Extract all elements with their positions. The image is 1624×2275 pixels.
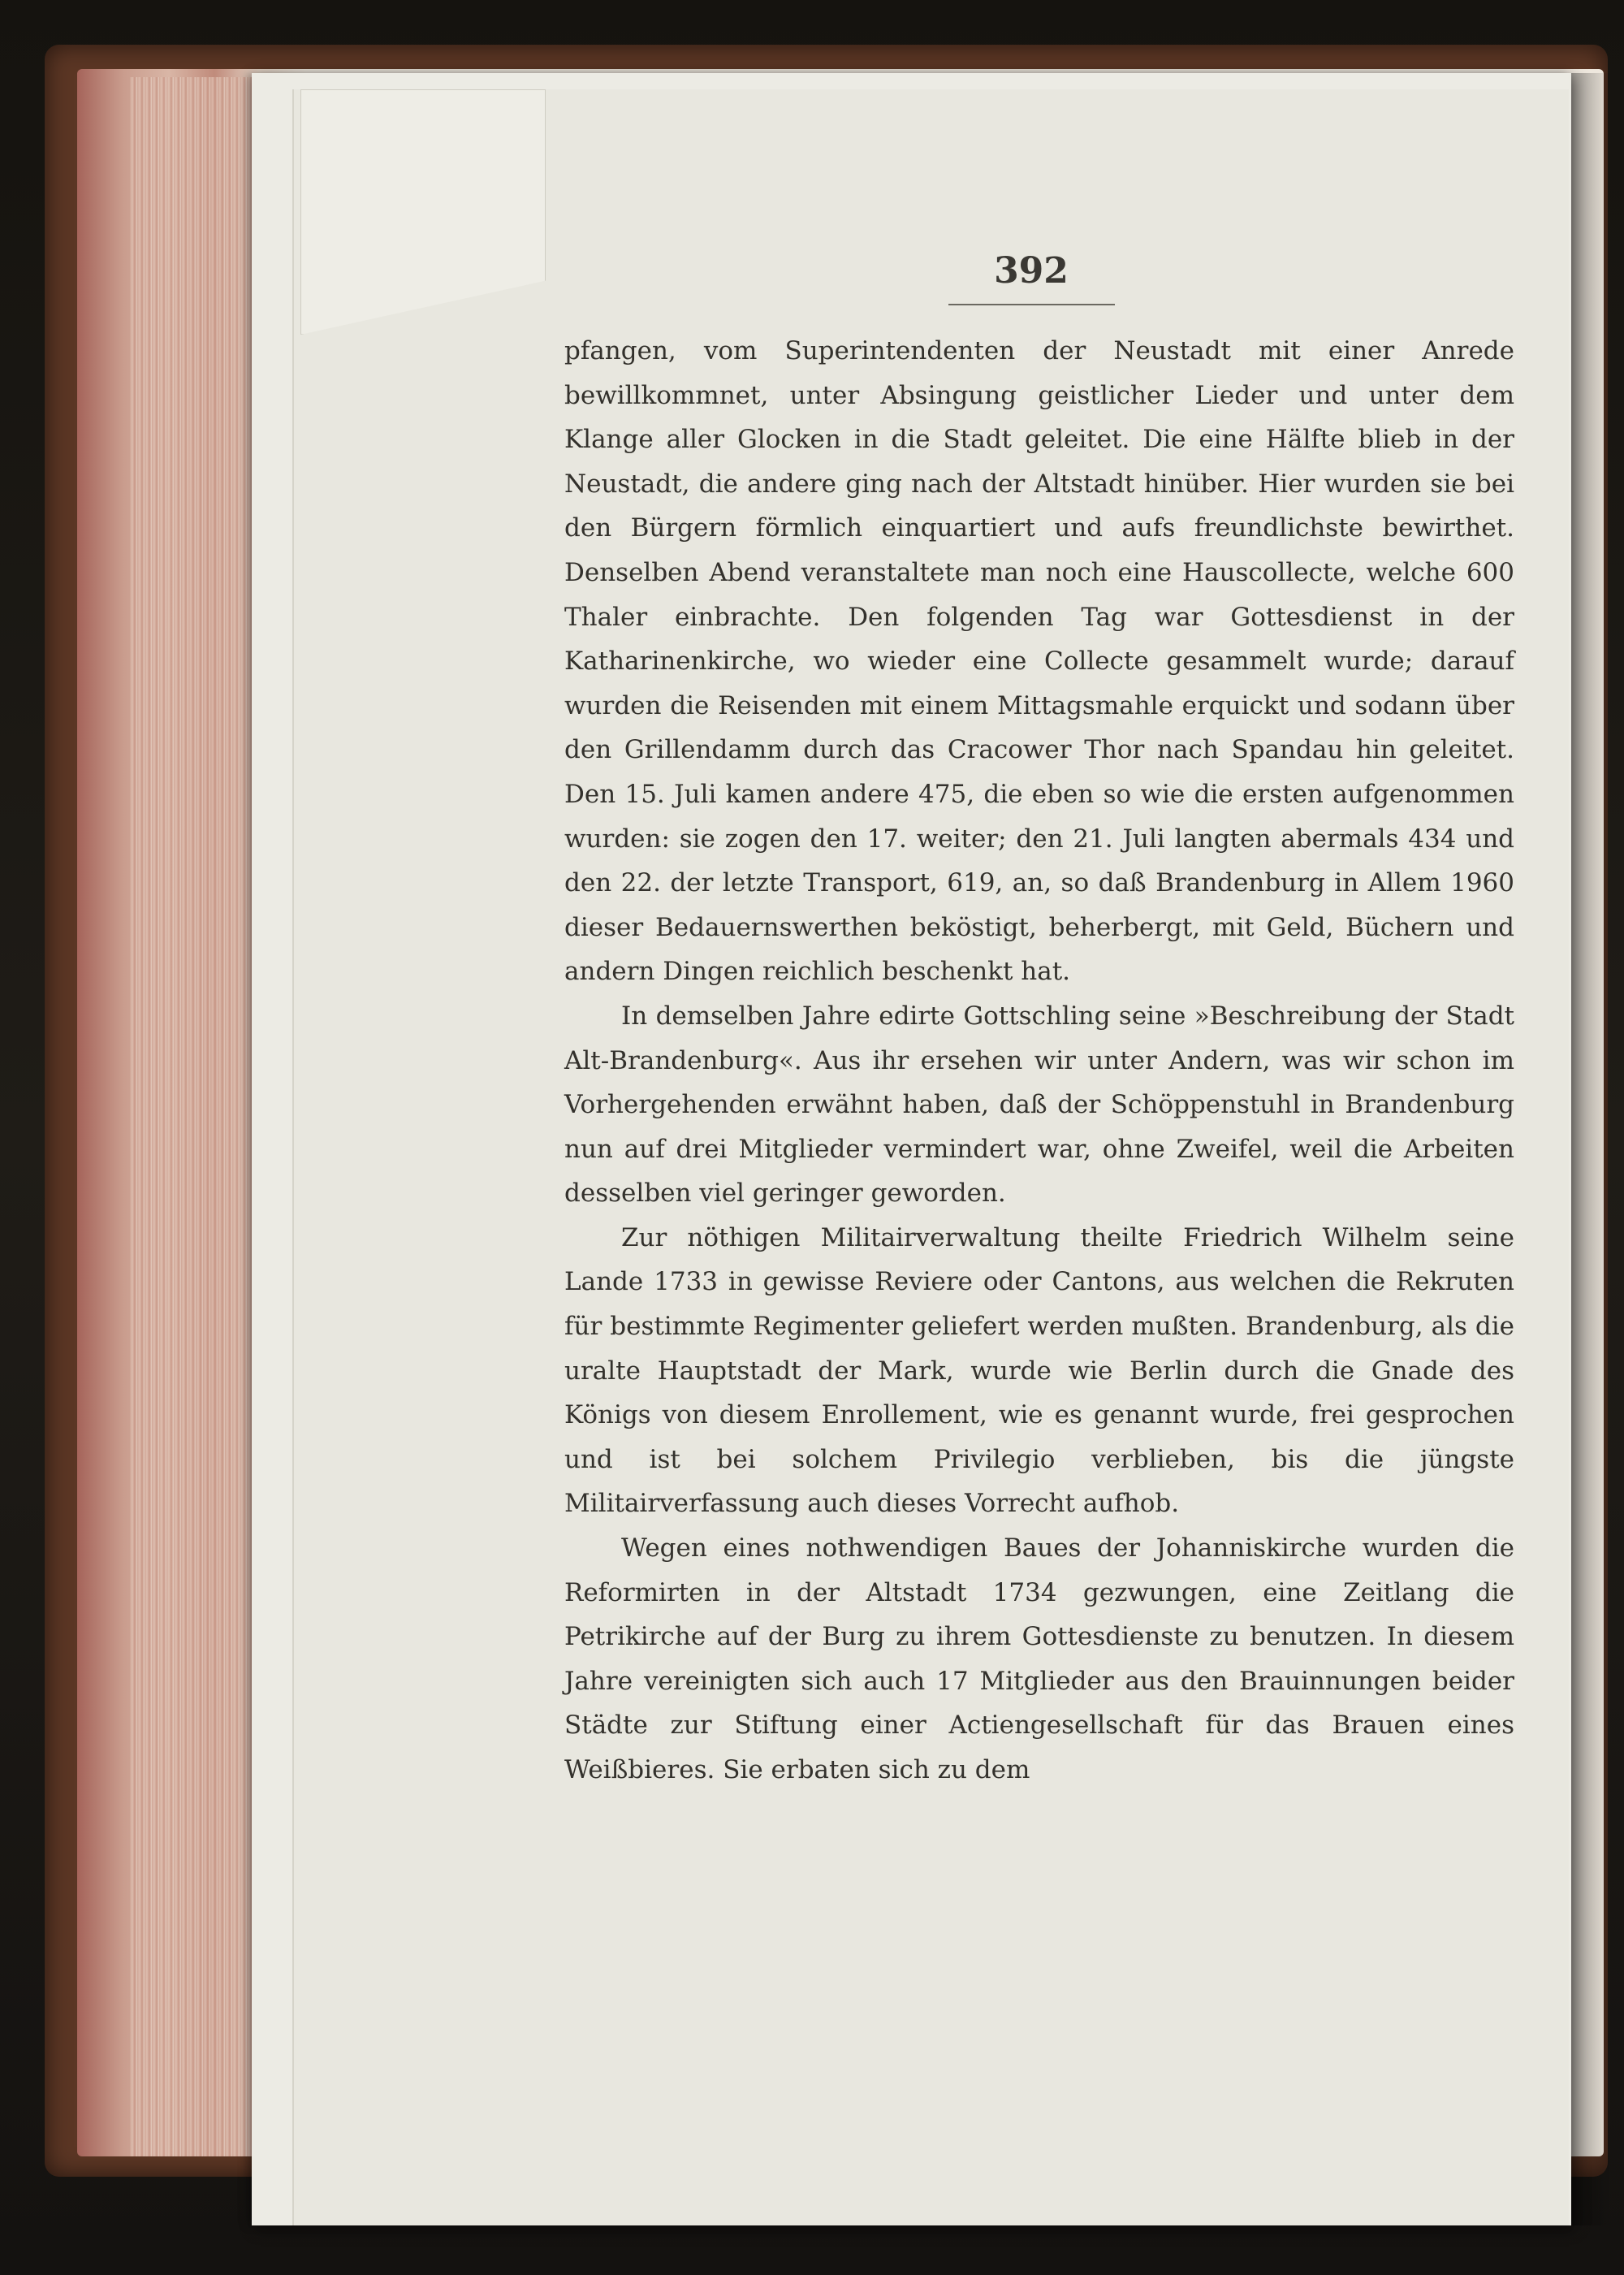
body-text: [564, 329, 1514, 1793]
page-number: 392: [994, 250, 1069, 292]
page-number-rule: [948, 304, 1115, 305]
paragraph-4: Wegen eines nothwendigen Baues der Johanniskirche wurden die Reformirten in der Altstadt 1734 gezwungen, eine Zeitlang die Petrikirche auf der Burg zu ihrem Gottesdienste zu benutzen. In diesem Jahre vereinigten sich auch 17 Mitglieder aus den Brauinnungen beider Städte zur Stiftung einer Actiengesellschaft für das Brauen eines Weißbieres. Sie erbaten sich zu dem: [564, 1533, 1514, 1784]
page-shadow: [1571, 73, 1612, 2225]
paragraph-2: In demselben Jahre edirte Gottschling seine »Beschreibung der Stadt Alt-Brandenburg«. Aus ihr ersehen wir unter Andern, was wir schon im Vorhergehenden erwähnt haben, daß der Schöppenstuhl in Brandenburg nun auf drei Mitglieder vermindert war, ohne Zweifel, weil die Arbeiten desselben viel geringer geworden.: [564, 1001, 1514, 1209]
page-edges: [130, 77, 272, 2156]
paragraph-1: pfangen, vom Superintendenten der Neustadt mit einer Anrede bewillkommnet, unter Absingung geistlicher Lieder und unter dem Klange aller Glocken in die Stadt geleitet. Die eine Hälfte blieb in der Neustadt, die andere ging nach der Altstadt hinüber. Hier wurden sie bei den Bürgern förmlich einquartiert und aufs freundlichste bewirthet. Denselben Abend veranstaltete man noch eine Hauscollecte, welche 600 Thaler einbrachte. Den folgenden Tag war Gottesdienst in der Katharinenkirche, wo wieder eine Collecte gesammelt wurde; darauf wurden die Reisenden mit einem Mittagsmahle erquickt und sodann über den Grillendamm durch das Cracower Thor nach Spandau hin geleitet. Den 15. Juli kamen andere 475, die eben so wie die ersten aufgenommen wurden: sie zogen den 17. weiter; den 21. Juli langten abermals 434 und den 22. der letzte Transport, 619, an, so daß Brandenburg in Allem 1960 dieser Bedauernswerthen beköstigt, beherbergt, mit Geld, Büchern und andern Dingen reichlich beschenkt hat.: [564, 336, 1514, 987]
paragraph-3: Zur nöthigen Militairverwaltung theilte Friedrich Wilhelm seine Lande 1733 in gewisse Reviere oder Cantons, aus welchen die Rekruten für bestimmte Regimenter geliefert werden mußten. Brandenburg, als die uralte Hauptstadt der Mark, wurde wie Berlin durch die Gnade des Königs von diesem Enrollement, wie es genannt wurde, frei gesprochen und ist bei solchem Privilegio verblieben, bis die jüngste Militairverfassung auch dieses Vorrecht aufhob.: [564, 1222, 1514, 1519]
